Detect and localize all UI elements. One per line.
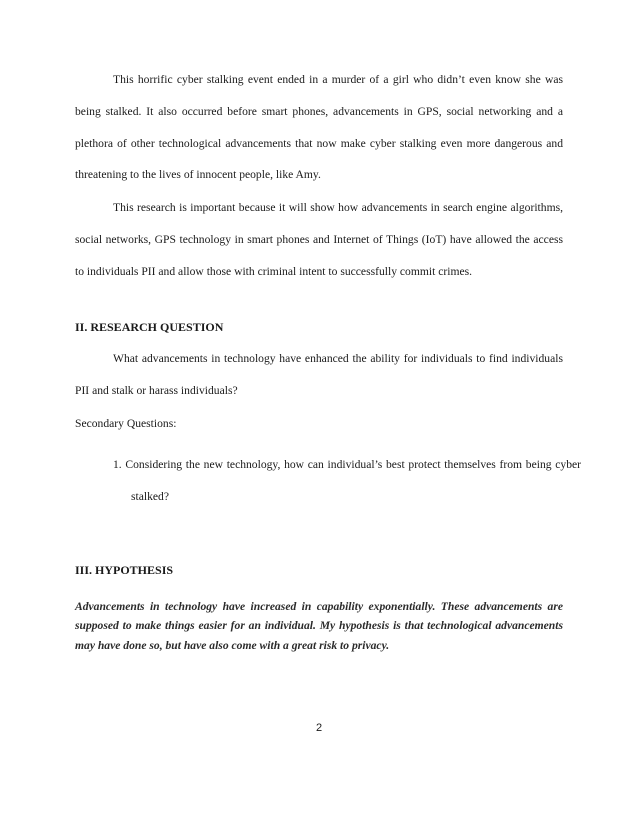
body-paragraph-2: This research is important because it will show how advancements in search engine algorithms, social networks, GPS technology in smart phones and Internet of Things (IoT) have allowed the access to individuals PII and allow those with criminal intent to successfully commit crimes. xyxy=(75,201,563,278)
secondary-question-item: 1. Considering the new technology, how can individual’s best protect themselves from being cyber stalked? xyxy=(113,458,581,503)
secondary-questions-label: Secondary Questions: xyxy=(75,417,177,430)
hypothesis-text: Advancements in technology have increased in capability exponentially. These advancements are supposed to make things easier for an individual. My hypothesis is that technological advancements may have done so, but have also come with a great risk to privacy. xyxy=(75,600,563,652)
page-number: 2 xyxy=(315,722,323,734)
research-question-heading: II. RESEARCH QUESTION xyxy=(75,320,224,334)
hypothesis-heading: III. HYPOTHESIS xyxy=(75,563,174,577)
research-question-text: What advancements in technology have enhanced the ability for individuals to find individuals PII and stalk or harass individuals? xyxy=(75,352,563,397)
body-paragraph-1: This horrific cyber stalking event ended in a murder of a girl who didn’t even know she was being stalked. It also occurred before smart phones, advancements in GPS, social networking and a plethora of other technological advancements that now make cyber stalking even more dangerous and threatening to the lives of innocent people, like Amy. xyxy=(75,73,563,182)
